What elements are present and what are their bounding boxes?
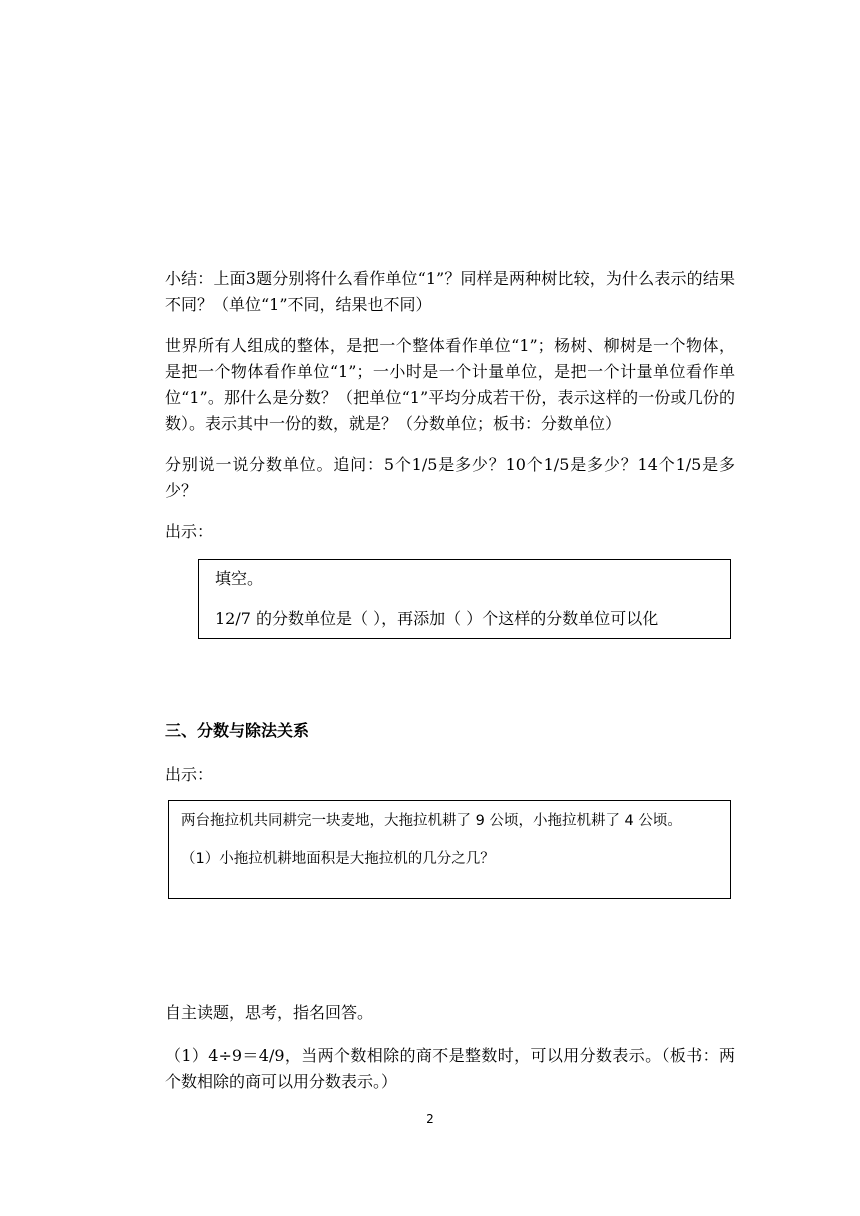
self-read-paragraph: 自主读题，思考，指名回答。 bbox=[165, 1003, 374, 1022]
show-label-1: 出示： bbox=[165, 522, 214, 541]
fraction-unit-paragraph bbox=[165, 452, 735, 504]
tractor-problem-statement: 两台拖拉机共同耕完一块麦地，大拖拉机耕了 9 公顷，小拖拉机耕了 4 公顷。 bbox=[181, 813, 682, 829]
section-heading: 三、分数与除法关系 bbox=[165, 721, 310, 740]
summary-text: 小结：上面3题分别将什么看作单位“1”？同样是两种树比较，为什么表示的结果不同？（单位“1”不同，结果也不同） bbox=[165, 269, 735, 314]
tractor-problem-box bbox=[168, 800, 731, 899]
answer-paragraph bbox=[165, 1043, 735, 1095]
world-paragraph bbox=[165, 333, 735, 437]
tractor-question-1: （1）小拖拉机耕地面积是大拖拉机的几分之几？ bbox=[181, 851, 495, 867]
summary-paragraph bbox=[165, 266, 735, 318]
fill-in-blank-box bbox=[198, 559, 731, 639]
page-number: 2 bbox=[426, 1112, 434, 1126]
answer-text: （1）4÷9＝4/9，当两个数相除的商不是整数时，可以用分数表示。（板书：两个数相除的商可以用分数表示。） bbox=[165, 1046, 735, 1091]
show-label-2: 出示： bbox=[165, 765, 214, 784]
fill-in-title: 填空。 bbox=[215, 569, 264, 588]
fill-in-question: 12/7 的分数单位是（ ），再添加（ ）个这样的分数单位可以化 bbox=[215, 609, 659, 628]
world-text: 世界所有人组成的整体，是把一个整体看作单位“1”；杨树、柳树是一个物体，是把一个物体看作单位“1”；一小时是一个计量单位，是把一个计量单位看作单位“1”。那什么是分数？（把单位“1”平均分成若干份，表示这样的一份或几份的数）。表示其中一份的数，就是？（分数单位；板书：分数单位） bbox=[165, 336, 735, 433]
fraction-unit-text: 分别说一说分数单位。追问：5个1/5是多少？10个1/5是多少？14个1/5是多少？ bbox=[165, 455, 735, 500]
